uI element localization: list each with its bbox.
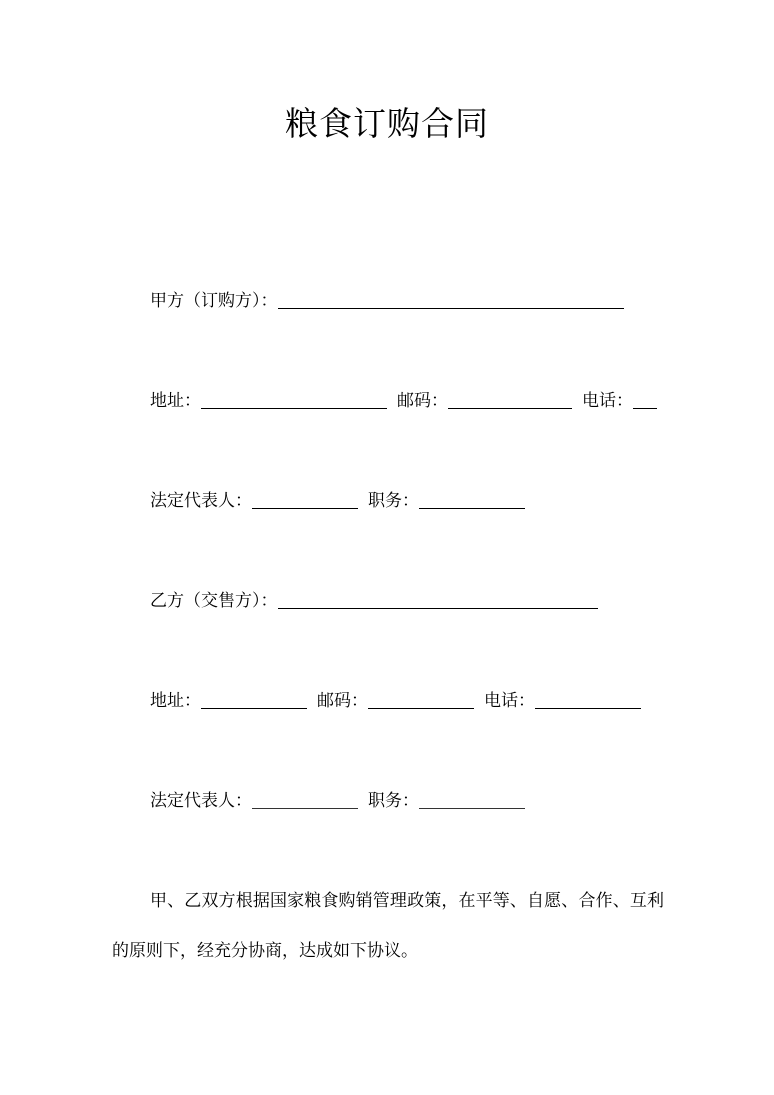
party-b-address-line (150, 687, 641, 711)
party-a-address-line (150, 387, 657, 411)
party-a-address-label: 地址： (150, 391, 201, 411)
party-a-address-blank[interactable] (201, 408, 387, 409)
party-a-position-blank[interactable] (419, 508, 525, 509)
document-title: 粮食订购合同 (285, 104, 489, 143)
party-b-postcode-label: 邮码： (317, 691, 368, 711)
party-a-postcode-label: 邮码： (397, 391, 448, 411)
party-a-name-line (150, 287, 624, 311)
party-b-phone-blank[interactable] (535, 708, 641, 709)
party-a-rep-line (150, 487, 525, 511)
party-b-address-label: 地址： (150, 691, 201, 711)
party-b-rep-label: 法定代表人： (150, 791, 252, 811)
party-a-rep-blank[interactable] (252, 508, 358, 509)
party-a-position-label: 职务： (368, 491, 419, 511)
party-b-postcode-blank[interactable] (368, 708, 474, 709)
party-a-postcode-blank[interactable] (448, 408, 572, 409)
party-b-address-blank[interactable] (201, 708, 307, 709)
party-b-name-line (150, 587, 598, 611)
party-b-name-blank[interactable] (278, 608, 598, 609)
party-b-rep-line (150, 787, 525, 811)
party-b-position-label: 职务： (368, 791, 419, 811)
party-a-name-blank[interactable] (278, 308, 624, 309)
intro-paragraph: 甲、乙双方根据国家粮食购销管理政策，在平等、自愿、合作、互利的原则下，经充分协商，达成如下协议。 (112, 891, 664, 961)
party-a-phone-blank[interactable] (633, 408, 657, 409)
party-b-position-blank[interactable] (419, 808, 525, 809)
party-a-rep-label: 法定代表人： (150, 491, 252, 511)
party-b-name-label: 乙方（交售方）： (150, 591, 278, 611)
party-b-rep-blank[interactable] (252, 808, 358, 809)
party-a-phone-label: 电话： (582, 391, 633, 411)
party-a-name-label: 甲方（订购方）： (150, 291, 278, 311)
party-b-phone-label: 电话： (484, 691, 535, 711)
